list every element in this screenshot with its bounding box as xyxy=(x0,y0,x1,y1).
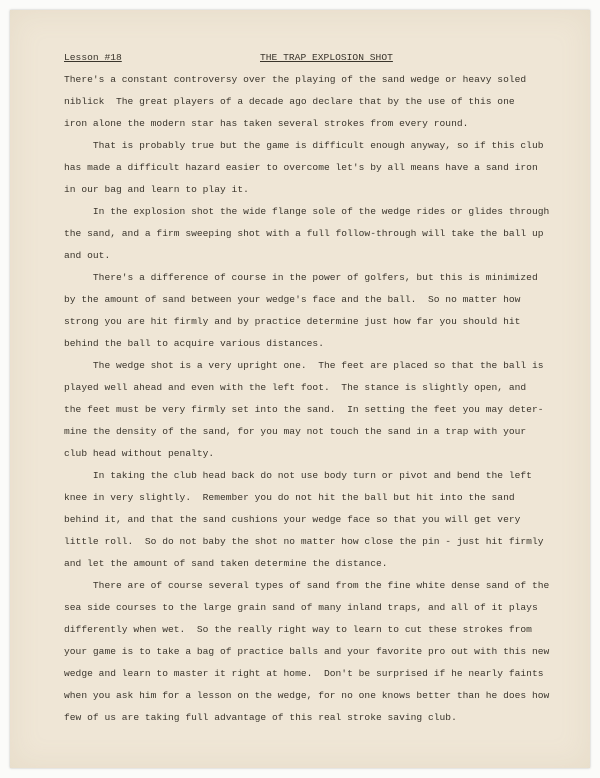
page-header xyxy=(64,50,590,66)
text-line: strong you are hit firmly and by practice determine just how far you should hit xyxy=(64,316,521,327)
page-title: THE TRAP EXPLOSION SHOT xyxy=(260,52,393,63)
text-line: behind the ball to acquire various distances. xyxy=(64,338,324,349)
paragraph xyxy=(64,135,590,201)
text-line: the feet must be very firmly set into the sand. In setting the feet you may deter- xyxy=(64,404,544,415)
text-line: There's a constant controversy over the playing of the sand wedge or heavy soled xyxy=(64,74,527,85)
lesson-number: Lesson #18 xyxy=(64,52,122,63)
text-line: when you ask him for a lesson on the wedge, for no one knows better than he does how xyxy=(64,690,550,701)
paragraph xyxy=(64,201,590,267)
text-line: and out. xyxy=(64,250,111,261)
paragraph xyxy=(64,355,590,465)
text-line: There's a difference of course in the power of golfers, but this is minimized xyxy=(64,272,538,283)
text-line: has made a difficult hazard easier to overcome let's by all means have a sand iron xyxy=(64,162,538,173)
paragraph xyxy=(64,267,590,355)
text-line: There are of course several types of sand from the fine white dense sand of the xyxy=(64,580,550,591)
text-line: wedge and learn to master it right at home. Don't be surprised if he nearly faints xyxy=(64,668,544,679)
text-line: iron alone the modern star has taken several strokes from every round. xyxy=(64,118,469,129)
text-line: the sand, and a firm sweeping shot with a full follow-through will take the ball up xyxy=(64,228,544,239)
text-line: little roll. So do not baby the shot no matter how close the pin - just hit firmly xyxy=(64,536,544,547)
paragraph xyxy=(64,465,590,575)
text-line: by the amount of sand between your wedge's face and the ball. So no matter how xyxy=(64,294,521,305)
text-line: differently when wet. So the really right way to learn to cut these strokes from xyxy=(64,624,532,635)
text-line: In taking the club head back do not use body turn or pivot and bend the left xyxy=(64,470,532,481)
document-page xyxy=(10,10,590,768)
text-line: behind it, and that the sand cushions your wedge face so that you will get very xyxy=(64,514,521,525)
paragraph xyxy=(64,69,590,135)
text-line: club head without penalty. xyxy=(64,448,215,459)
text-line: niblick The great players of a decade ago declare that by the use of this one xyxy=(64,96,515,107)
text-line: sea side courses to the large grain sand of many inland traps, and all of it plays xyxy=(64,602,538,613)
text-line: The wedge shot is a very upright one. The feet are placed so that the ball is xyxy=(64,360,544,371)
paragraph xyxy=(64,575,590,729)
text-line: That is probably true but the game is difficult enough anyway, so if this club xyxy=(64,140,544,151)
text-line: few of us are taking full advantage of this real stroke saving club. xyxy=(64,712,457,723)
text-line: knee in very slightly. Remember you do not hit the ball but hit into the sand xyxy=(64,492,515,503)
text-line: and let the amount of sand taken determine the distance. xyxy=(64,558,388,569)
document-body xyxy=(64,69,590,729)
text-line: in our bag and learn to play it. xyxy=(64,184,249,195)
text-line: your game is to take a bag of practice balls and your favorite pro out with this new xyxy=(64,646,550,657)
text-line: played well ahead and even with the left foot. The stance is slightly open, and xyxy=(64,382,527,393)
text-line: mine the density of the sand, for you may not touch the sand in a trap with your xyxy=(64,426,527,437)
text-line: In the explosion shot the wide flange sole of the wedge rides or glides through xyxy=(64,206,550,217)
